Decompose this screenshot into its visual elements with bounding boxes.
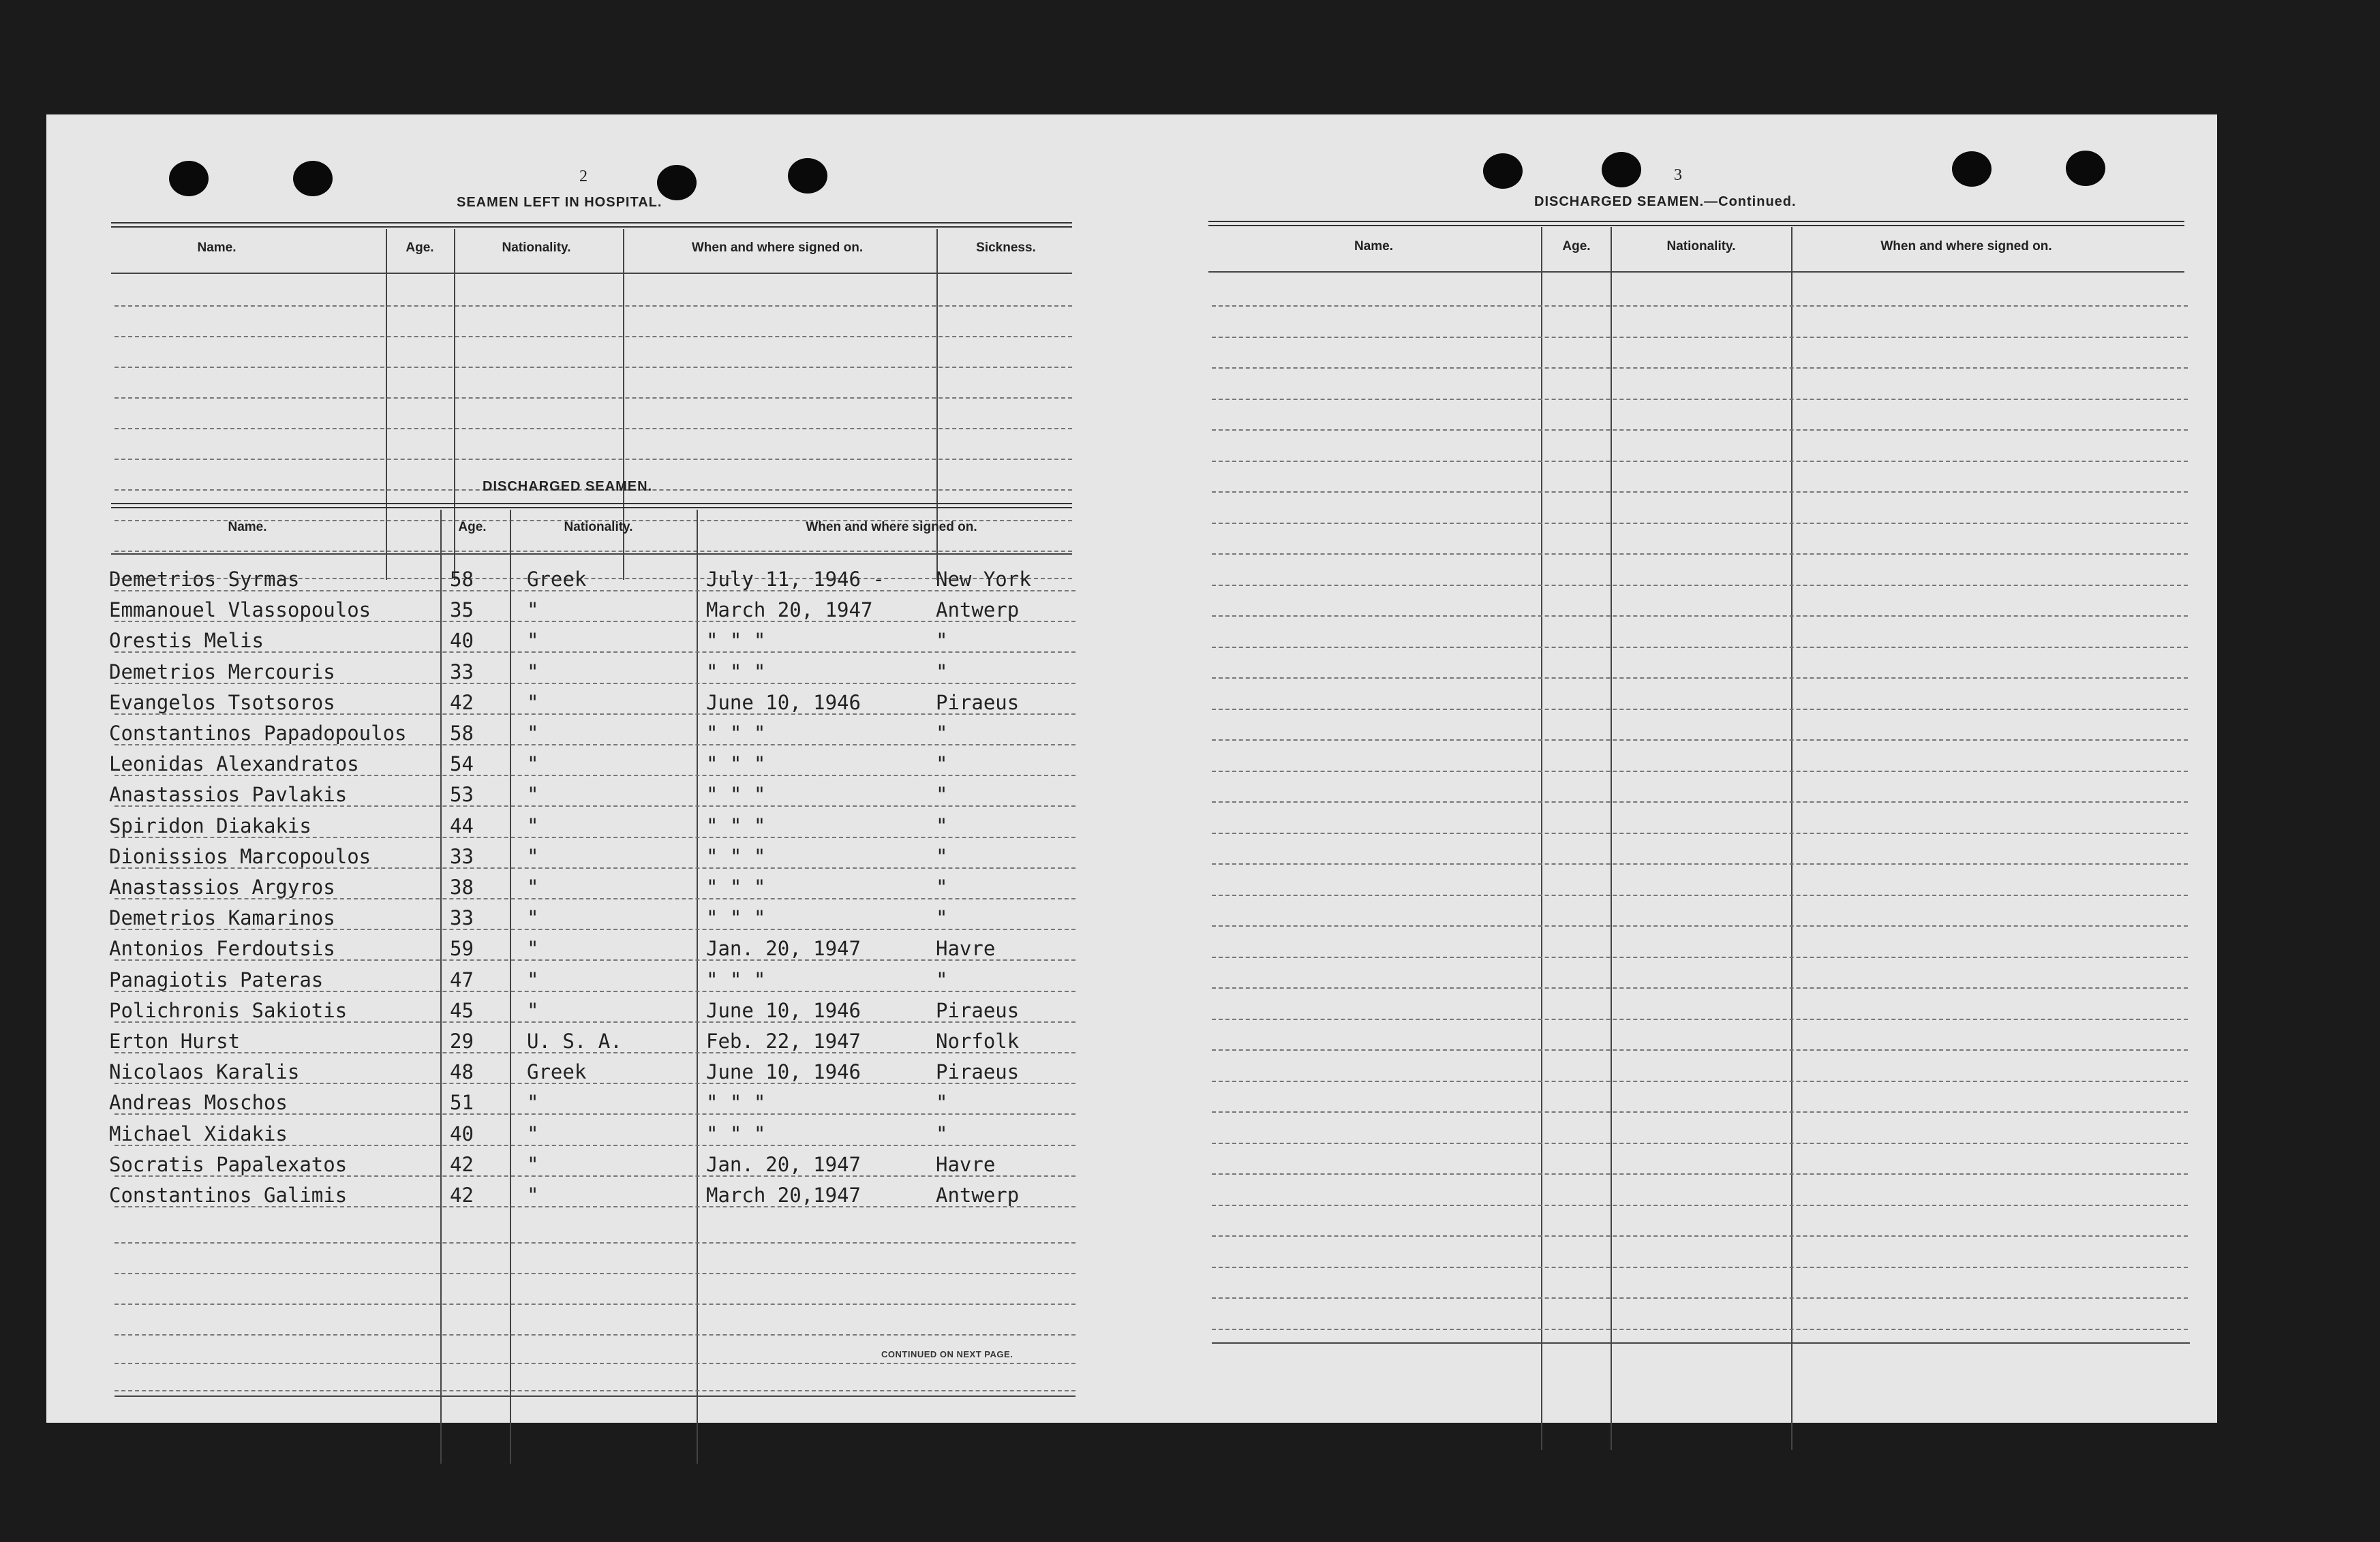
column-header-sickness: Sickness. <box>976 241 1036 255</box>
seaman-name: Anastassios Pavlakis <box>109 783 348 807</box>
header-bottom-rule <box>111 273 1072 274</box>
signed-on-place: Havre <box>936 1152 996 1176</box>
signed-on-place: " <box>936 1091 948 1115</box>
table-row <box>46 1180 1075 1211</box>
seaman-nationality: Greek <box>527 568 587 591</box>
signed-on-place: " <box>936 876 948 899</box>
punch-hole <box>2066 151 2105 186</box>
seaman-name: Evangelos Tsotsoros <box>109 690 335 714</box>
signed-on-date: " " " <box>706 1091 766 1115</box>
entry-line <box>115 621 1075 622</box>
punch-hole <box>169 161 209 196</box>
table-row <box>46 749 1075 780</box>
signed-on-date: June 10, 1946 <box>706 1060 861 1084</box>
entry-line <box>1212 1205 2188 1206</box>
entry-line <box>115 959 1075 961</box>
table-row <box>46 718 1075 749</box>
column-header-signed-on: When and where signed on. <box>691 241 864 255</box>
seaman-age: 59 <box>450 937 474 961</box>
table-row <box>46 688 1075 718</box>
table-bottom-rule <box>115 1395 1075 1397</box>
column-header-age: Age. <box>1562 239 1591 253</box>
seaman-age: 44 <box>450 814 474 837</box>
entry-line <box>1212 523 2188 524</box>
table-bottom-rule <box>1212 1342 2190 1344</box>
signed-on-place: Norfolk <box>936 1030 1020 1053</box>
entry-line <box>115 1334 1075 1336</box>
entry-line <box>1212 491 2188 493</box>
entry-line <box>1212 801 2188 803</box>
seaman-nationality: Greek <box>527 1060 587 1084</box>
entry-line <box>1212 429 2188 431</box>
signed-on-date: " " " <box>706 814 766 837</box>
seaman-age: 48 <box>450 1060 474 1084</box>
right-page-title: DISCHARGED SEAMEN.—Continued. <box>1534 194 1797 209</box>
entry-line <box>115 336 1072 337</box>
table-top-rule <box>111 222 1072 228</box>
signed-on-date: " " " <box>706 660 766 683</box>
entry-line <box>1212 585 2188 586</box>
table-row <box>46 934 1075 964</box>
signed-on-place: Havre <box>936 937 996 961</box>
column-divider <box>386 229 387 580</box>
seaman-nationality: " <box>527 783 539 807</box>
column-header-signed-on: When and where signed on. <box>806 520 977 534</box>
signed-on-date: " " " <box>706 629 766 653</box>
seaman-name: Nicolaos Karalis <box>109 1060 300 1084</box>
seaman-nationality: " <box>527 598 539 622</box>
entry-line <box>1212 771 2188 772</box>
signed-on-place: " <box>936 783 948 807</box>
punch-hole <box>1952 151 1992 187</box>
table-top-rule <box>1208 221 2184 226</box>
column-header-age: Age. <box>458 520 487 534</box>
entry-line <box>115 898 1075 899</box>
seaman-nationality: " <box>527 876 539 899</box>
signed-on-date: " " " <box>706 876 766 899</box>
seaman-age: 42 <box>450 1152 474 1176</box>
entry-line <box>115 367 1072 368</box>
seaman-age: 53 <box>450 783 474 807</box>
punch-hole <box>1483 153 1523 189</box>
seaman-age: 51 <box>450 1091 474 1115</box>
entry-line <box>1212 615 2188 617</box>
entry-line <box>115 1083 1075 1084</box>
entry-line <box>115 1052 1075 1053</box>
seaman-nationality: " <box>527 722 539 745</box>
page-number-right: 3 <box>1674 166 1682 184</box>
seaman-age: 45 <box>450 998 474 1022</box>
seaman-nationality: U. S. A. <box>527 1030 622 1053</box>
signed-on-place: Piraeus <box>936 998 1020 1022</box>
seaman-age: 40 <box>450 629 474 653</box>
entry-line <box>1212 1143 2188 1144</box>
seaman-age: 58 <box>450 722 474 745</box>
entry-line <box>1212 1297 2188 1299</box>
entry-line <box>115 551 1072 552</box>
entry-line <box>115 1242 1075 1244</box>
table-row <box>46 965 1075 996</box>
signed-on-date: March 20,1947 <box>706 1184 861 1207</box>
header-bottom-rule <box>111 553 1072 555</box>
seaman-age: 58 <box>450 568 474 591</box>
seaman-nationality: " <box>527 968 539 991</box>
entry-line <box>1212 677 2188 679</box>
entry-line <box>115 929 1075 930</box>
entry-line <box>1212 709 2188 710</box>
table-row <box>46 842 1075 872</box>
signed-on-place: New York <box>936 568 1031 591</box>
punch-hole <box>293 161 333 196</box>
seaman-name: Constantinos Papadopoulos <box>109 722 407 745</box>
column-header-signed-on: When and where signed on. <box>1880 239 2052 253</box>
seaman-age: 40 <box>450 1122 474 1145</box>
entry-line <box>1212 1081 2188 1082</box>
seaman-nationality: " <box>527 1091 539 1115</box>
seaman-name: Demetrios Mercouris <box>109 660 335 683</box>
entry-line <box>1212 399 2188 400</box>
signed-on-place: " <box>936 660 948 683</box>
entry-line <box>115 397 1072 399</box>
signed-on-place: " <box>936 722 948 745</box>
seaman-nationality: " <box>527 998 539 1022</box>
table-row <box>46 564 1075 595</box>
table-row <box>46 657 1075 688</box>
entry-line <box>115 683 1075 684</box>
table-row <box>46 1026 1075 1057</box>
seaman-name: Anastassios Argyros <box>109 876 335 899</box>
signed-on-date: Jan. 20, 1947 <box>706 937 861 961</box>
seaman-age: 35 <box>450 598 474 622</box>
entry-line <box>1212 895 2188 896</box>
seaman-name: Constantinos Galimis <box>109 1184 348 1207</box>
entry-line <box>1212 1111 2188 1113</box>
signed-on-date: " " " <box>706 844 766 868</box>
punch-hole <box>1602 152 1641 187</box>
entry-line <box>115 1390 1075 1391</box>
entry-line <box>1212 461 2188 462</box>
seaman-nationality: " <box>527 690 539 714</box>
seaman-nationality: " <box>527 1152 539 1176</box>
seaman-name: Socratis Papalexatos <box>109 1152 348 1176</box>
signed-on-place: " <box>936 629 948 653</box>
table-row <box>46 811 1075 842</box>
entry-line <box>115 867 1075 869</box>
seaman-age: 33 <box>450 844 474 868</box>
entry-line <box>1212 1267 2188 1268</box>
seaman-nationality: " <box>527 1184 539 1207</box>
entry-line <box>115 837 1075 838</box>
seaman-nationality: " <box>527 937 539 961</box>
seaman-nationality: " <box>527 1122 539 1145</box>
entry-line <box>1212 863 2188 865</box>
signed-on-date: March 20, 1947 <box>706 598 873 622</box>
entry-line <box>115 1145 1075 1146</box>
entry-line <box>1212 925 2188 927</box>
table-row <box>46 780 1075 810</box>
entry-line <box>115 305 1072 307</box>
signed-on-place: " <box>936 1122 948 1145</box>
seaman-age: 54 <box>450 752 474 776</box>
entry-line <box>115 1175 1075 1177</box>
entry-line <box>115 459 1072 460</box>
column-header-name: Name. <box>228 520 267 534</box>
seaman-name: Demetrios Syrmas <box>109 568 300 591</box>
table-row <box>46 595 1075 626</box>
table-row <box>46 996 1075 1026</box>
entry-line <box>1212 337 2188 338</box>
seaman-name: Michael Xidakis <box>109 1122 288 1145</box>
seaman-age: 38 <box>450 876 474 899</box>
seaman-nationality: " <box>527 906 539 930</box>
signed-on-place: " <box>936 814 948 837</box>
signed-on-place: " <box>936 752 948 776</box>
signed-on-place: Antwerp <box>936 598 1020 622</box>
seaman-age: 29 <box>450 1030 474 1053</box>
signed-on-date: June 10, 1946 <box>706 690 861 714</box>
hospital-section-title: SEAMEN LEFT IN HOSPITAL. <box>457 195 662 210</box>
entry-line <box>115 1113 1075 1115</box>
signed-on-date: Jan. 20, 1947 <box>706 1152 861 1176</box>
entry-line <box>1212 367 2188 369</box>
signed-on-date: " " " <box>706 906 766 930</box>
signed-on-place: " <box>936 844 948 868</box>
table-row <box>46 903 1075 934</box>
seaman-nationality: " <box>527 629 539 653</box>
entry-line <box>115 1206 1075 1207</box>
entry-line <box>1212 833 2188 834</box>
seaman-name: Emmanouel Vlassopoulos <box>109 598 371 622</box>
entry-line <box>115 1273 1075 1274</box>
seaman-age: 42 <box>450 690 474 714</box>
column-header-nationality: Nationality. <box>502 241 571 255</box>
signed-on-place: Antwerp <box>936 1184 1020 1207</box>
signed-on-date: July 11, 1946 - <box>706 568 885 591</box>
column-header-nationality: Nationality. <box>1666 239 1736 253</box>
entry-line <box>1212 1235 2188 1237</box>
entry-line <box>115 991 1075 992</box>
seaman-name: Andreas Moschos <box>109 1091 288 1115</box>
entry-line <box>115 775 1075 776</box>
entry-line <box>115 428 1072 429</box>
entry-line <box>115 805 1075 807</box>
entry-line <box>1212 553 2188 555</box>
signed-on-place: Piraeus <box>936 1060 1020 1084</box>
signed-on-date: " " " <box>706 722 766 745</box>
table-row <box>46 1088 1075 1118</box>
seaman-name: Demetrios Kamarinos <box>109 906 335 930</box>
table-row <box>46 626 1075 656</box>
table-row <box>46 1057 1075 1088</box>
header-bottom-rule <box>1208 271 2184 273</box>
entry-line <box>115 713 1075 715</box>
seaman-nationality: " <box>527 752 539 776</box>
seaman-name: Antonios Ferdoutsis <box>109 937 335 961</box>
seaman-age: 33 <box>450 660 474 683</box>
entry-line <box>1212 957 2188 958</box>
punch-hole <box>788 158 827 194</box>
seaman-nationality: " <box>527 660 539 683</box>
crew-list-sheet <box>46 114 2217 1423</box>
signed-on-place: " <box>936 906 948 930</box>
entry-line <box>115 1021 1075 1023</box>
entry-line <box>1212 647 2188 648</box>
signed-on-place: Piraeus <box>936 690 1020 714</box>
entry-line <box>115 1304 1075 1305</box>
table-top-rule <box>111 503 1072 508</box>
signed-on-date: Feb. 22, 1947 <box>706 1030 861 1053</box>
signed-on-date: June 10, 1946 <box>706 998 861 1022</box>
entry-line <box>1212 1049 2188 1051</box>
seaman-age: 47 <box>450 968 474 991</box>
signed-on-date: " " " <box>706 752 766 776</box>
column-header-name: Name. <box>197 241 237 255</box>
seaman-age: 42 <box>450 1184 474 1207</box>
seaman-name: Polichronis Sakiotis <box>109 998 348 1022</box>
seaman-age: 33 <box>450 906 474 930</box>
entry-line <box>115 744 1075 745</box>
column-header-nationality: Nationality. <box>564 520 633 534</box>
signed-on-place: " <box>936 968 948 991</box>
punch-hole <box>657 165 697 200</box>
entry-line <box>115 651 1075 653</box>
continued-note: CONTINUED ON NEXT PAGE. <box>881 1349 1013 1359</box>
entry-line <box>115 1363 1075 1364</box>
seaman-nationality: " <box>527 844 539 868</box>
page-number-left: 2 <box>579 168 588 185</box>
seaman-name: Spiridon Diakakis <box>109 814 311 837</box>
signed-on-date: " " " <box>706 783 766 807</box>
table-row <box>46 1119 1075 1150</box>
entry-line <box>1212 987 2188 989</box>
entry-line <box>1212 739 2188 741</box>
seaman-name: Panagiotis Pateras <box>109 968 324 991</box>
column-header-age: Age. <box>406 241 434 255</box>
discharged-section-title: DISCHARGED SEAMEN. <box>483 479 653 494</box>
entry-line <box>1212 1019 2188 1020</box>
seaman-nationality: " <box>527 814 539 837</box>
entry-line <box>115 590 1075 591</box>
seaman-name: Leonidas Alexandratos <box>109 752 359 776</box>
signed-on-date: " " " <box>706 968 766 991</box>
signed-on-date: " " " <box>706 1122 766 1145</box>
entry-line <box>1212 1173 2188 1175</box>
seaman-name: Erton Hurst <box>109 1030 241 1053</box>
column-header-name: Name. <box>1354 239 1394 253</box>
table-row <box>46 872 1075 903</box>
seaman-name: Dionissios Marcopoulos <box>109 844 371 868</box>
seaman-name: Orestis Melis <box>109 629 264 653</box>
entry-line <box>1212 1329 2188 1330</box>
table-row <box>46 1150 1075 1180</box>
entry-line <box>1212 305 2188 307</box>
